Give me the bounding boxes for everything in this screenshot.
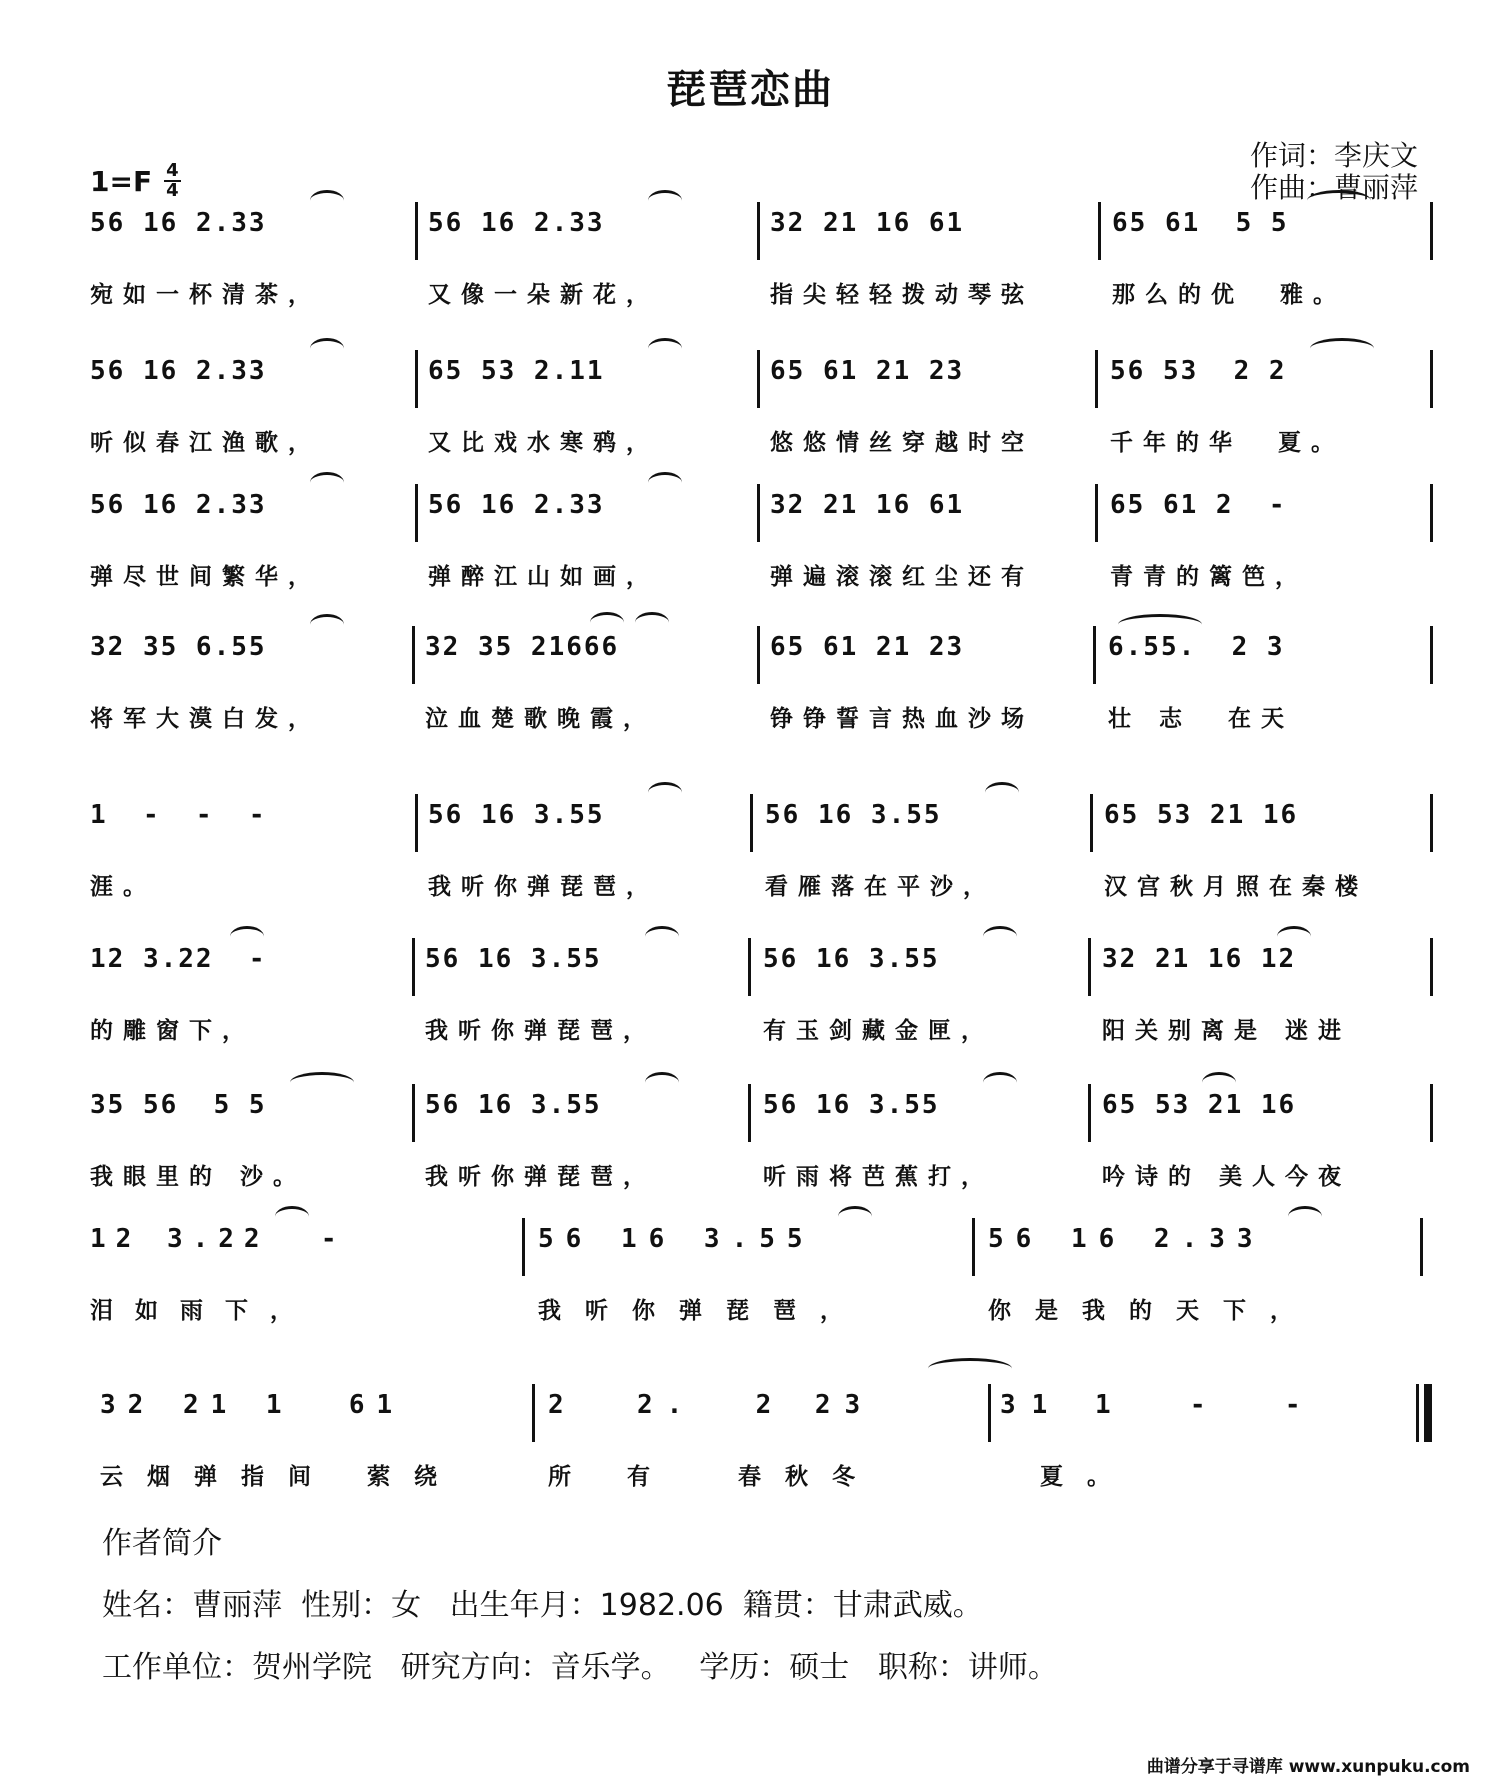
measure-lyrics: 泪如雨下， bbox=[90, 1298, 315, 1324]
tie-slur bbox=[1307, 190, 1371, 211]
measure-notes: 56 16 2.33 bbox=[428, 208, 605, 238]
measure-notes: 1 - - - bbox=[90, 800, 267, 830]
measure bbox=[425, 1072, 740, 1212]
barline bbox=[1430, 794, 1433, 852]
measure bbox=[428, 472, 743, 612]
measure-notes: 65 61 5 5 bbox=[1112, 208, 1289, 238]
barline bbox=[412, 626, 415, 684]
measure-lyrics: 你是我的天下， bbox=[988, 1298, 1317, 1324]
measure-lyrics: 我听你弹琵琶， bbox=[425, 1018, 656, 1044]
barline bbox=[415, 202, 418, 260]
tie-slur bbox=[310, 190, 344, 211]
barline bbox=[1430, 484, 1433, 542]
measure-lyrics: 千年的华 夏。 bbox=[1110, 430, 1345, 456]
bio-heading: 作者简介 bbox=[102, 1526, 222, 1561]
measure-notes: 56 16 3.55 bbox=[425, 944, 602, 974]
score-row-5 bbox=[0, 782, 1500, 922]
measure bbox=[1102, 1072, 1412, 1212]
measure-lyrics: 我眼里的 沙。 bbox=[90, 1164, 307, 1190]
measure-lyrics: 宛如一杯清茶， bbox=[90, 282, 321, 308]
barline bbox=[1090, 794, 1093, 852]
measure bbox=[425, 926, 740, 1066]
tie-slur bbox=[1288, 1206, 1322, 1227]
barline bbox=[415, 350, 418, 408]
tie-slur bbox=[983, 1072, 1017, 1093]
measure-lyrics: 壮 志 在天 bbox=[1108, 706, 1295, 732]
measure bbox=[90, 1206, 510, 1346]
measure-lyrics: 我听你弹琵琶， bbox=[425, 1164, 656, 1190]
barline bbox=[1095, 350, 1098, 408]
barline bbox=[757, 350, 760, 408]
measure-notes: 65 61 21 23 bbox=[770, 632, 965, 662]
tie-slur bbox=[645, 926, 679, 947]
measure bbox=[1110, 472, 1410, 612]
measure bbox=[1112, 190, 1412, 330]
measure bbox=[1000, 1372, 1400, 1512]
measure-lyrics: 悠悠情丝穿越时空 bbox=[770, 430, 1034, 456]
measure bbox=[100, 1372, 520, 1512]
measure-lyrics: 又像一朵新花， bbox=[428, 282, 659, 308]
score-row-8 bbox=[0, 1206, 1500, 1346]
barline bbox=[415, 794, 418, 852]
barline bbox=[972, 1218, 975, 1276]
measure-lyrics: 弹醉江山如画， bbox=[428, 564, 659, 590]
measure-notes: 12 3.22 - bbox=[90, 1224, 347, 1254]
tie-slur bbox=[983, 926, 1017, 947]
measure bbox=[90, 782, 405, 922]
tie-slur bbox=[1118, 614, 1202, 635]
measure bbox=[538, 1206, 958, 1346]
barline bbox=[1088, 1084, 1091, 1142]
lyricist-credit: 作词：李庆文 bbox=[1250, 139, 1419, 172]
barline bbox=[1093, 626, 1096, 684]
barline bbox=[757, 626, 760, 684]
measure-lyrics: 我听你弹琵琶， bbox=[428, 874, 659, 900]
measure-notes: 32 21 16 61 bbox=[770, 490, 965, 520]
barline bbox=[522, 1218, 525, 1276]
measure-lyrics: 的雕窗下， bbox=[90, 1018, 255, 1044]
measure bbox=[428, 190, 743, 330]
measure-lyrics: 青青的篱笆， bbox=[1110, 564, 1308, 590]
measure bbox=[1110, 338, 1410, 478]
score-row-6 bbox=[0, 926, 1500, 1066]
measure-lyrics: 弹遍滚滚红尘还有 bbox=[770, 564, 1034, 590]
measure bbox=[988, 1206, 1408, 1346]
measure-notes: 56 16 2.33 bbox=[428, 490, 605, 520]
measure-notes: 56 16 3.55 bbox=[428, 800, 605, 830]
barline bbox=[750, 794, 753, 852]
measure-lyrics: 阳关别离是 迷进 bbox=[1102, 1018, 1352, 1044]
tie-slur bbox=[230, 926, 264, 947]
barline bbox=[988, 1384, 991, 1442]
measure bbox=[770, 338, 1080, 478]
barline bbox=[1430, 626, 1433, 684]
tie-slur bbox=[310, 338, 344, 359]
measure bbox=[1102, 926, 1412, 1066]
barline bbox=[1430, 350, 1433, 408]
tie-slur bbox=[275, 1206, 309, 1227]
barline bbox=[1430, 1084, 1433, 1142]
measure-notes: 35 56 5 5 bbox=[90, 1090, 267, 1120]
measure-lyrics: 夏。 bbox=[1040, 1464, 1134, 1490]
measure-notes: 56 16 3.55 bbox=[765, 800, 942, 830]
measure bbox=[1108, 614, 1408, 754]
tie-slur bbox=[648, 472, 682, 493]
page-title: 琵琶恋曲 bbox=[666, 67, 834, 113]
measure bbox=[763, 926, 1078, 1066]
measure bbox=[428, 338, 743, 478]
barline bbox=[757, 484, 760, 542]
measure-notes: 32 21 16 12 bbox=[1102, 944, 1297, 974]
measure bbox=[90, 926, 405, 1066]
barline bbox=[1430, 938, 1433, 996]
score-row-4 bbox=[0, 614, 1500, 754]
measure-lyrics: 泣血楚歌晚霞， bbox=[425, 706, 656, 732]
tie-slur bbox=[1310, 338, 1374, 359]
measure bbox=[770, 190, 1080, 330]
barline bbox=[1088, 938, 1091, 996]
measure-notes: 12 3.22 - bbox=[90, 944, 267, 974]
measure-lyrics: 有玉剑藏金匣， bbox=[763, 1018, 994, 1044]
time-top: 4 bbox=[166, 160, 179, 181]
measure bbox=[90, 190, 405, 330]
measure bbox=[770, 614, 1080, 754]
measure-notes: 32 35 6.55 bbox=[90, 632, 267, 662]
watermark-footer: 曲谱分享于寻谱库 www.xunpuku.com bbox=[1146, 1757, 1470, 1777]
tie-slur bbox=[635, 612, 669, 633]
measure-lyrics: 指尖轻轻拨动琴弦 bbox=[770, 282, 1034, 308]
barline bbox=[1430, 202, 1433, 260]
measure-notes: 56 53 2 2 bbox=[1110, 356, 1287, 386]
measure bbox=[428, 782, 743, 922]
measure-notes: 65 53 21 16 bbox=[1102, 1090, 1297, 1120]
tie-slur bbox=[838, 1206, 872, 1227]
barline bbox=[532, 1384, 535, 1442]
tie-slur bbox=[648, 190, 682, 211]
barline bbox=[748, 1084, 751, 1142]
measure-notes: 65 53 2.11 bbox=[428, 356, 605, 386]
measure bbox=[90, 338, 405, 478]
measure-notes: 65 61 21 23 bbox=[770, 356, 965, 386]
score-row-3 bbox=[0, 472, 1500, 612]
tie-slur bbox=[648, 782, 682, 803]
measure-notes: 56 16 3.55 bbox=[763, 1090, 940, 1120]
tie-slur bbox=[1202, 1072, 1236, 1093]
measure bbox=[765, 782, 1080, 922]
measure-notes: 56 16 3.55 bbox=[538, 1224, 815, 1254]
measure-lyrics: 涯。 bbox=[90, 874, 156, 900]
tie-slur bbox=[590, 612, 624, 633]
measure-notes: 32 21 16 61 bbox=[770, 208, 965, 238]
measure-lyrics: 将军大漠白发， bbox=[90, 706, 321, 732]
barline bbox=[748, 938, 751, 996]
measure-lyrics: 看雁落在平沙， bbox=[765, 874, 996, 900]
score-row-7 bbox=[0, 1072, 1500, 1212]
measure-notes: 31 1 - - bbox=[1000, 1390, 1317, 1420]
measure-lyrics: 我听你弹琵琶， bbox=[538, 1298, 867, 1324]
measure-lyrics: 又比戏水寒鸦， bbox=[428, 430, 659, 456]
measure-notes: 6.55. 2 3 bbox=[1108, 632, 1285, 662]
measure-lyrics: 听雨将芭蕉打， bbox=[763, 1164, 994, 1190]
measure bbox=[90, 1072, 405, 1212]
score-row-9 bbox=[0, 1372, 1500, 1512]
tie-slur bbox=[645, 1072, 679, 1093]
measure-lyrics: 云烟弹指间 萦绕 bbox=[100, 1464, 462, 1490]
measure bbox=[763, 1072, 1078, 1212]
tie-slur bbox=[310, 472, 344, 493]
measure-notes: 65 61 2 - bbox=[1110, 490, 1287, 520]
measure-notes: 56 16 2.33 bbox=[90, 356, 267, 386]
measure-lyrics: 铮铮誓言热血沙场 bbox=[770, 706, 1034, 732]
measure-notes: 56 16 3.55 bbox=[425, 1090, 602, 1120]
measure-lyrics: 那么的优 雅。 bbox=[1112, 282, 1347, 308]
final-barline bbox=[1416, 1384, 1430, 1442]
measure-lyrics: 汉宫秋月照在秦楼 bbox=[1104, 874, 1368, 900]
barline bbox=[415, 484, 418, 542]
tie-slur bbox=[648, 338, 682, 359]
measure-notes: 2 2. 2 23 bbox=[548, 1390, 875, 1420]
measure-lyrics: 弹尽世间繁华， bbox=[90, 564, 321, 590]
measure-notes: 56 16 2.33 bbox=[90, 490, 267, 520]
measure bbox=[1104, 782, 1414, 922]
tie-slur bbox=[310, 614, 344, 635]
measure-notes: 56 16 2.33 bbox=[90, 208, 267, 238]
score-row-1 bbox=[0, 190, 1500, 330]
measure bbox=[90, 472, 405, 612]
measure bbox=[90, 614, 405, 754]
measure bbox=[548, 1372, 978, 1512]
tie-slur bbox=[290, 1072, 354, 1093]
measure bbox=[425, 614, 740, 754]
tie-slur bbox=[1277, 926, 1311, 947]
measure-notes: 56 16 2.33 bbox=[988, 1224, 1265, 1254]
measure-lyrics: 所 有 春秋冬 bbox=[548, 1464, 880, 1490]
key-label: 1=F bbox=[90, 164, 153, 198]
tie-slur bbox=[985, 782, 1019, 803]
barline bbox=[1098, 202, 1101, 260]
barline bbox=[1420, 1218, 1423, 1276]
barline bbox=[1095, 484, 1098, 542]
bio-line-2: 工作单位：贺州学院 研究方向：音乐学。 学历：硕士 职称：讲师。 bbox=[102, 1650, 1058, 1685]
bio-line-1: 姓名：曹丽萍 性别：女 出生年月：1982.06 籍贯：甘肃武威。 bbox=[102, 1588, 983, 1623]
score-row-2 bbox=[0, 338, 1500, 478]
measure-notes: 32 21 1 61 bbox=[100, 1390, 405, 1420]
time-bottom: 4 bbox=[166, 180, 179, 201]
barline bbox=[412, 938, 415, 996]
measure-lyrics: 听似春江渔歌， bbox=[90, 430, 321, 456]
measure-lyrics: 吟诗的 美人今夜 bbox=[1102, 1164, 1352, 1190]
barline bbox=[757, 202, 760, 260]
measure bbox=[770, 472, 1080, 612]
composer-credit: 作曲：曹丽萍 bbox=[1250, 171, 1419, 204]
measure-notes: 32 35 21666 bbox=[425, 632, 620, 662]
measure-notes: 56 16 3.55 bbox=[763, 944, 940, 974]
measure-notes: 65 53 21 16 bbox=[1104, 800, 1299, 830]
barline bbox=[412, 1084, 415, 1142]
